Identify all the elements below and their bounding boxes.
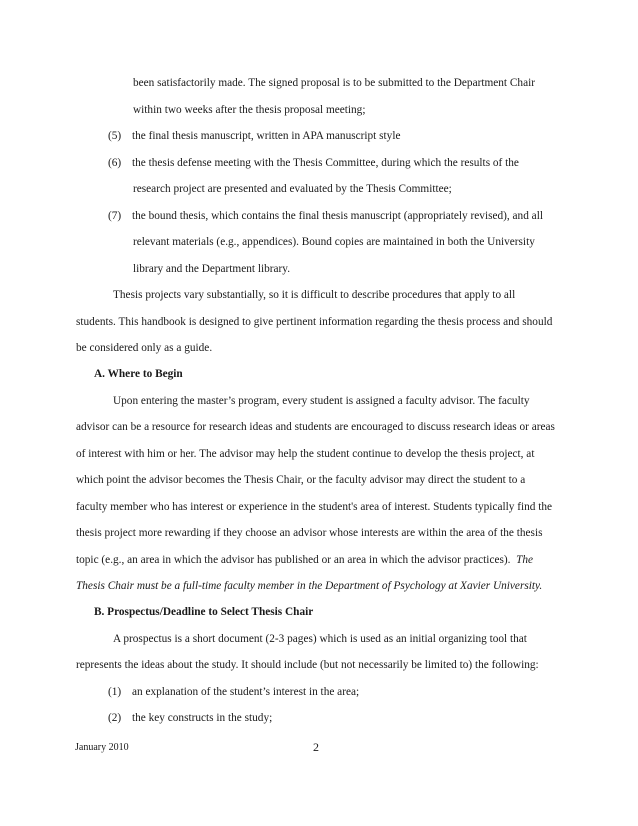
paragraph-line: which point the advisor becomes the Thesis Chair, or the faculty advisor may direct the student to a [76, 474, 526, 486]
footer-date: January 2010 [75, 742, 129, 753]
paragraph-line: A prospectus is a short document (2-3 pages) which is used as an initial organizing tool that [113, 633, 527, 645]
section-heading-where-to-begin: A. Where to Begin [94, 368, 183, 380]
list-item-number: (5) [108, 130, 122, 142]
list-item-text: the thesis defense meeting with the Thesis Committee, during which the results of the [132, 157, 519, 169]
page-number: 2 [313, 740, 319, 754]
list-item-text: the final thesis manuscript, written in APA manuscript style [132, 130, 401, 142]
emphasis-text: The [516, 554, 534, 566]
paragraph-line [76, 553, 533, 567]
list-item-number: (7) [108, 210, 122, 222]
paragraph-text: topic (e.g., an area in which the advisor has published or an area in which the advisor practices). [76, 554, 511, 566]
section-heading-prospectus: B. Prospectus/Deadline to Select Thesis Chair [94, 606, 314, 618]
list-item [108, 685, 359, 699]
list-item-number: (2) [108, 712, 122, 724]
list-item-text: relevant materials (e.g., appendices). Bound copies are maintained in both the University [133, 236, 535, 248]
list-item [108, 209, 543, 223]
list-item-number: (1) [108, 686, 122, 698]
list-item [108, 156, 519, 170]
paragraph-line: Thesis projects vary substantially, so it is difficult to describe procedures that apply to all [113, 289, 516, 301]
list-item-text: research project are presented and evaluated by the Thesis Committee; [133, 183, 452, 195]
list-item [108, 711, 272, 725]
list-item-number: (6) [108, 157, 122, 169]
list-item-text: the key constructs in the study; [132, 712, 273, 724]
paragraph-line: Upon entering the master’s program, every student is assigned a faculty advisor. The faculty [113, 395, 530, 407]
emphasis-line: Thesis Chair must be a full-time faculty member in the Department of Psychology at Xavier University. [76, 580, 543, 592]
list-item-text: the bound thesis, which contains the final thesis manuscript (appropriately revised), and all [132, 210, 543, 222]
paragraph-line: advisor can be a resource for research ideas and students are encouraged to discuss research ideas or areas [76, 421, 555, 433]
list-item-continuation-line: been satisfactorily made. The signed proposal is to be submitted to the Department Chair [133, 77, 535, 89]
list-item-text: an explanation of the student’s interest in the area; [132, 686, 360, 698]
paragraph-line: represents the ideas about the study. It should include (but not necessarily be limited to) the following: [76, 659, 539, 671]
paragraph-line: be considered only as a guide. [76, 342, 213, 354]
paragraph-line: students. This handbook is designed to give pertinent information regarding the thesis process and should [76, 316, 553, 328]
paragraph-line: faculty member who has interest or experience in the student's area of interest. Students typically find the [76, 501, 553, 513]
paragraph-line: of interest with him or her. The advisor may help the student continue to develop the thesis project, at [76, 448, 535, 460]
list-item-text: library and the Department library. [133, 263, 291, 275]
list-item-continuation-line: within two weeks after the thesis proposal meeting; [133, 104, 366, 116]
paragraph-line: thesis project more rewarding if they choose an advisor whose interests are within the area of the thesis [76, 527, 543, 539]
list-item [108, 129, 400, 143]
